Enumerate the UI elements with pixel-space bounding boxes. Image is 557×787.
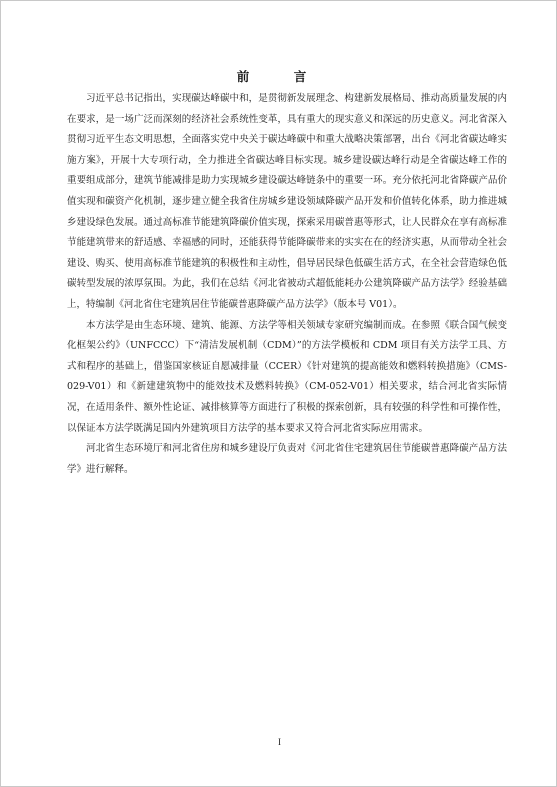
page-number: I [278, 737, 281, 747]
paragraph-2: 本方法学是由生态环境、建筑、能源、方法学等相关领域专家研究编制而成。在参照《联合国气候变化框架公约》（UNFCCC）下“清洁发展机制（CDM）”的方法学模板和 CDM 项目有关方法学工具、方式和程序的基础上，借鉴国家核证自愿减排量（CCER）《针对建筑的提高能效和燃料转换措施》（CMS-029-V01）和《新建建筑物中的能效技术及燃料转换》（CM-052-V01）相关要求，结合河北省实际情况，在适用条件、额外性论证、减排核算等方面进行了积极的探索创新，具有较强的科学性和可操作性，以保证本方法学既满足国内外建筑项目方法学的基本要求又符合河北省实际应用需求。 [67, 319, 507, 434]
body-text [67, 89, 507, 480]
paragraph-1: 习近平总书记指出，实现碳达峰碳中和，是贯彻新发展理念、构建新发展格局、推动高质量发展的内在要求，是一场广泛而深刻的经济社会系统性变革，具有重大的现实意义和深远的历史意义。河北省深入贯彻习近平生态文明思想，全面落实党中央关于碳达峰碳中和重大战略决策部署，出台《河北省碳达峰实施方案》，开展十大专项行动，全力推进全省碳达峰目标实现。城乡建设碳达峰行动是全省碳达峰工作的重要组成部分，建筑节能减排是助力实现城乡建设碳达峰链条中的重要一环。充分依托河北省降碳产品价值实现和碳资产化机制，逐步建立健全我省住房城乡建设领域降碳产品开发和价值转化体系，助力推进城乡建设绿色发展。通过高标准节能建筑降碳价值实现，探索采用碳普惠等形式，让人民群众在享有高标准节能建筑带来的舒适感、幸福感的同时，还能获得节能降碳带来的实实在在的经济实惠，从而带动全社会建设、购买、使用高标准节能建筑的积极性和主动性，倡导居民绿色低碳生活方式，在全社会营造绿色低碳转型发展的浓厚氛围。为此，我们在总结《河北省被动式超低能耗办公建筑降碳产品方法学》经验基础上，特编制《河北省住宅建筑居住节能碳普惠降碳产品方法学》（版本号 V01）。 [67, 93, 507, 310]
paragraph-3: 河北省生态环境厅和河北省住房和城乡建设厅负责对《河北省住宅建筑居住节能碳普惠降碳产品方法学》进行解释。 [67, 443, 507, 475]
page-title: 前 言 [236, 69, 323, 84]
